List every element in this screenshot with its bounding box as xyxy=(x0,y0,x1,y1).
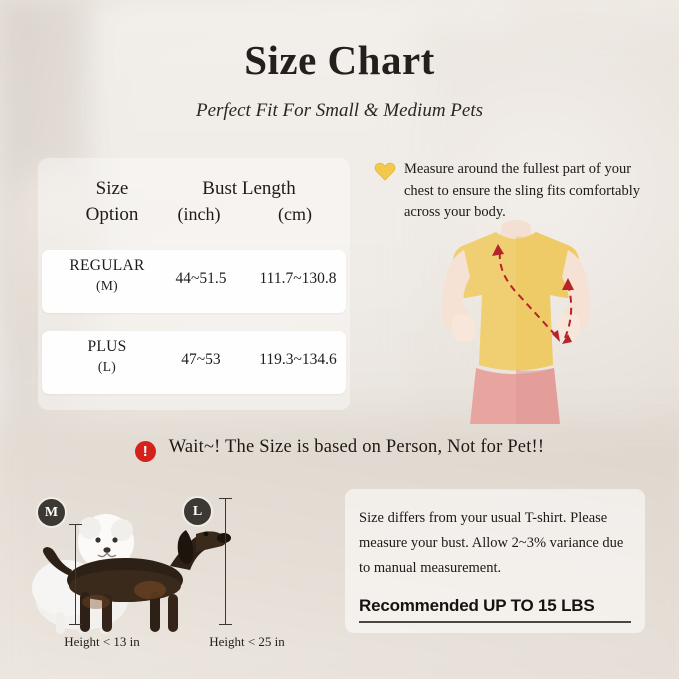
height-measure-line-m xyxy=(75,524,76,624)
pet-badge-l: L xyxy=(182,496,213,527)
exclamation-icon: ! xyxy=(135,441,156,462)
table-cell-size-name xyxy=(50,257,164,294)
table-cell-bust-cm: 111.7~130.8 xyxy=(259,270,337,287)
recommended-weight-text: Recommended UP TO 15 LBS xyxy=(359,596,631,623)
table-header-unit-inch: (inch) xyxy=(177,204,221,224)
height-measure-line-l xyxy=(225,498,226,624)
heart-icon xyxy=(374,161,396,181)
table-row xyxy=(42,250,346,313)
table-cell-size-name-text: REGULAR xyxy=(69,257,145,274)
table-cell-size-name xyxy=(50,338,164,375)
page-subtitle: Perfect Fit For Small & Medium Pets xyxy=(195,100,484,121)
warning-text: Wait~! The Size is based on Person, Not for Pet!! xyxy=(168,437,545,457)
table-header-size-line2: Option xyxy=(85,204,139,225)
torso-illustration xyxy=(392,218,640,428)
table-cell-size-letter: (M) xyxy=(96,278,118,293)
measure-instruction-text: Measure around the fullest part of your chest to ensure the sling fits comfortably across your body. xyxy=(404,161,640,220)
table-cell-bust-inch: 44~51.5 xyxy=(175,270,227,287)
table-header-unit-cm: (cm) xyxy=(278,204,312,224)
warning-banner xyxy=(0,437,679,462)
table-cell-size-letter: (L) xyxy=(97,359,117,374)
table-cell-size-name-text: PLUS xyxy=(87,338,127,355)
info-card-text: Size differs from your usual T-shirt. Please measure your bust. Allow 2~3% variance due to manual measurement. xyxy=(359,510,624,576)
size-table-header xyxy=(38,170,350,242)
table-cell-bust-inch: 47~53 xyxy=(181,351,221,368)
page-title: Size Chart xyxy=(244,37,435,83)
height-measure-cap-bottom-m xyxy=(69,624,82,625)
pet-badge-m: M xyxy=(36,497,67,528)
table-header-bust-length: Bust Length xyxy=(202,178,296,199)
table-header-size-option xyxy=(64,176,160,228)
table-header-size-line1: Size xyxy=(95,178,129,199)
table-cell-bust-cm: 119.3~134.6 xyxy=(259,351,337,368)
height-measure-cap-top-l xyxy=(219,498,232,499)
pet-height-caption-l: Height < 25 in xyxy=(209,634,285,649)
height-measure-cap-top-m xyxy=(69,524,82,525)
table-row xyxy=(42,331,346,394)
height-measure-cap-bottom-l xyxy=(219,624,232,625)
pet-height-caption-m: Height < 13 in xyxy=(64,634,140,649)
